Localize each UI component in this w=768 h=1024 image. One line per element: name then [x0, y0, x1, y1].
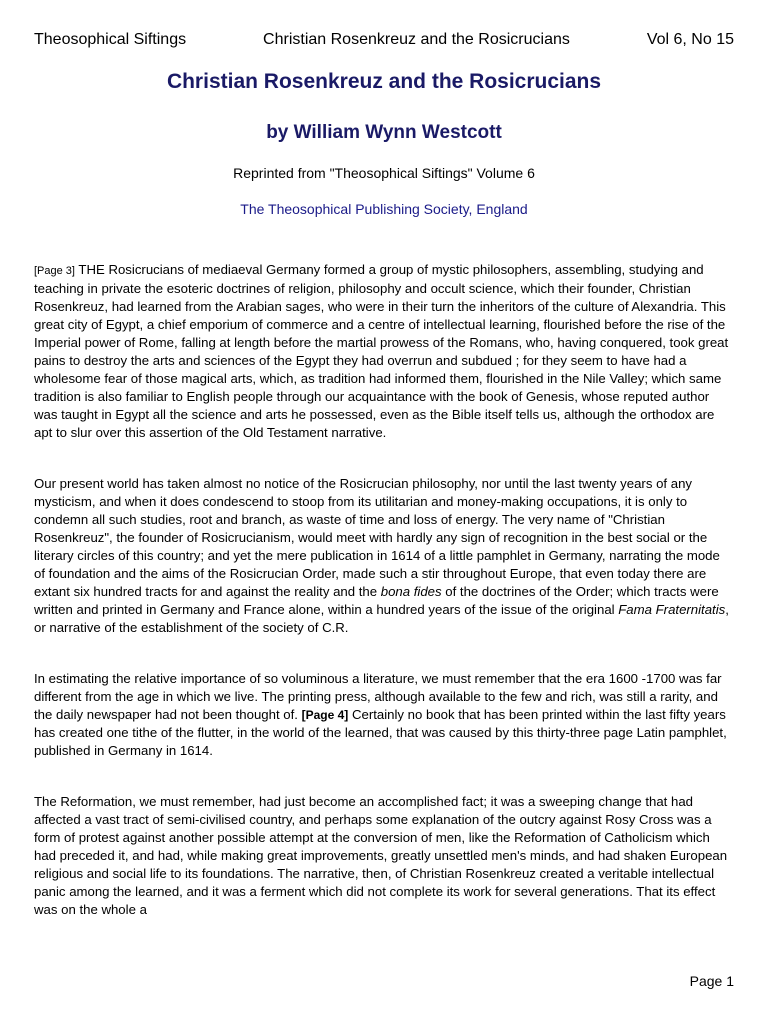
paragraph-2: Our present world has taken almost no notice of the Rosicrucian philosophy, nor until the last twenty years of any mysticism, and when it does condescend to stoop from its utilitarian and money-making occupations, it is only to condemn all such studies, root and branch, as waste of time and loss of energy. The very name of "Christian Rosenkreuz", the founder of Rosicrucianism, would meet with hardly any sign of recognition in the best social or the literary circles of this country; and yet the mere publication in 1614 of a little pamphlet in Germany, narrating the mode of foundation and the aims of the Rosicrucian Order, made such a stir throughout Europe, that even today there are extant six hundred tracts for and against the reality and the bona fides of the doctrines of the Order; which tracts were written and printed in Germany and France alone, within a hundred years of the issue of the original Fama Fraternitatis, or narrative of the establishment of the society of C.R.: [34, 476, 729, 635]
paragraph-4: The Reformation, we must remember, had just become an accomplished fact; it was a sweeping change that had affected a vast tract of semi-civilised country, and perhaps some explanation of the outcry against Rosy Cross was a form of protest against another possible attempt at the conversion of men, like the Reformation of Catholicism which had preceded it, and had, while making great improvements, greatly unsettled men's minds, and had shaken European religious and social life to its foundations. The narrative, then, of Christian Rosenkreuz created a veritable intellectual panic among the learned, and it was a ferment which did not complete its work for several generations. That its effect was on the whole a: [34, 794, 728, 917]
publisher-line: The Theosophical Publishing Society, England: [240, 201, 528, 217]
article-body: [34, 261, 734, 952]
header-article-title: Christian Rosenkreuz and the Rosicrucians: [263, 31, 570, 48]
running-header: [34, 30, 734, 50]
page-number: Page 1: [689, 973, 734, 989]
page-marker: [Page 4]: [301, 708, 349, 722]
reprint-note: Reprinted from "Theosophical Siftings" Volume 6: [233, 165, 535, 181]
article-title: Christian Rosenkreuz and the Rosicrucians: [166, 70, 602, 93]
header-journal: Theosophical Siftings: [34, 31, 187, 48]
page-marker: [Page 3]: [34, 265, 75, 277]
paragraph-1: [Page 3] THE Rosicrucians of mediaeval Germany formed a group of mystic philosophers, assembling, studying and teaching in private the esoteric doctrines of religion, philosophy and occult science, which their founder, Christian Rosenkreuz, had learned from the Arabian sages, who were in their turn the inheritors of the culture of Alexandria. This great city of Egypt, a chief emporium of commerce and a centre of intellectual learning, flourished before the rise of the Imperial power of Rome, falling at length before the martial prowess of the Romans, who, having conquered, took great pains to destroy the arts and sciences of the Egypt they had overrun and subdued ; for they seem to have had a wholesome fear of those magical arts, which, as tradition had informed them, flourished in the Nile Valley; which same tradition is also familiar to English people through our acquaintance with the book of Genesis, whose reputed author was taught in Egypt all the science and arts he possessed, even as the Bible itself tells us, although the orthodox are apt to slur over this assertion of the Old Testament narrative.: [34, 262, 729, 440]
article-author: by William Wynn Westcott: [266, 122, 502, 143]
header-volume: Vol 6, No 15: [646, 31, 734, 48]
paragraph-3: In estimating the relative importance of so voluminous a literature, we must remember that the era 1600 -1700 was far different from the age in which we live. The printing press, although available to the few and rich, was still a rarity, and the daily newspaper had not been thought of. [Page 4] Certainly no book that has been printed within the last fifty years has created one tithe of the flutter, in the world of the learned, that was caused by this thirty-three page Latin pamphlet, published in Germany in 1614.: [34, 671, 727, 758]
